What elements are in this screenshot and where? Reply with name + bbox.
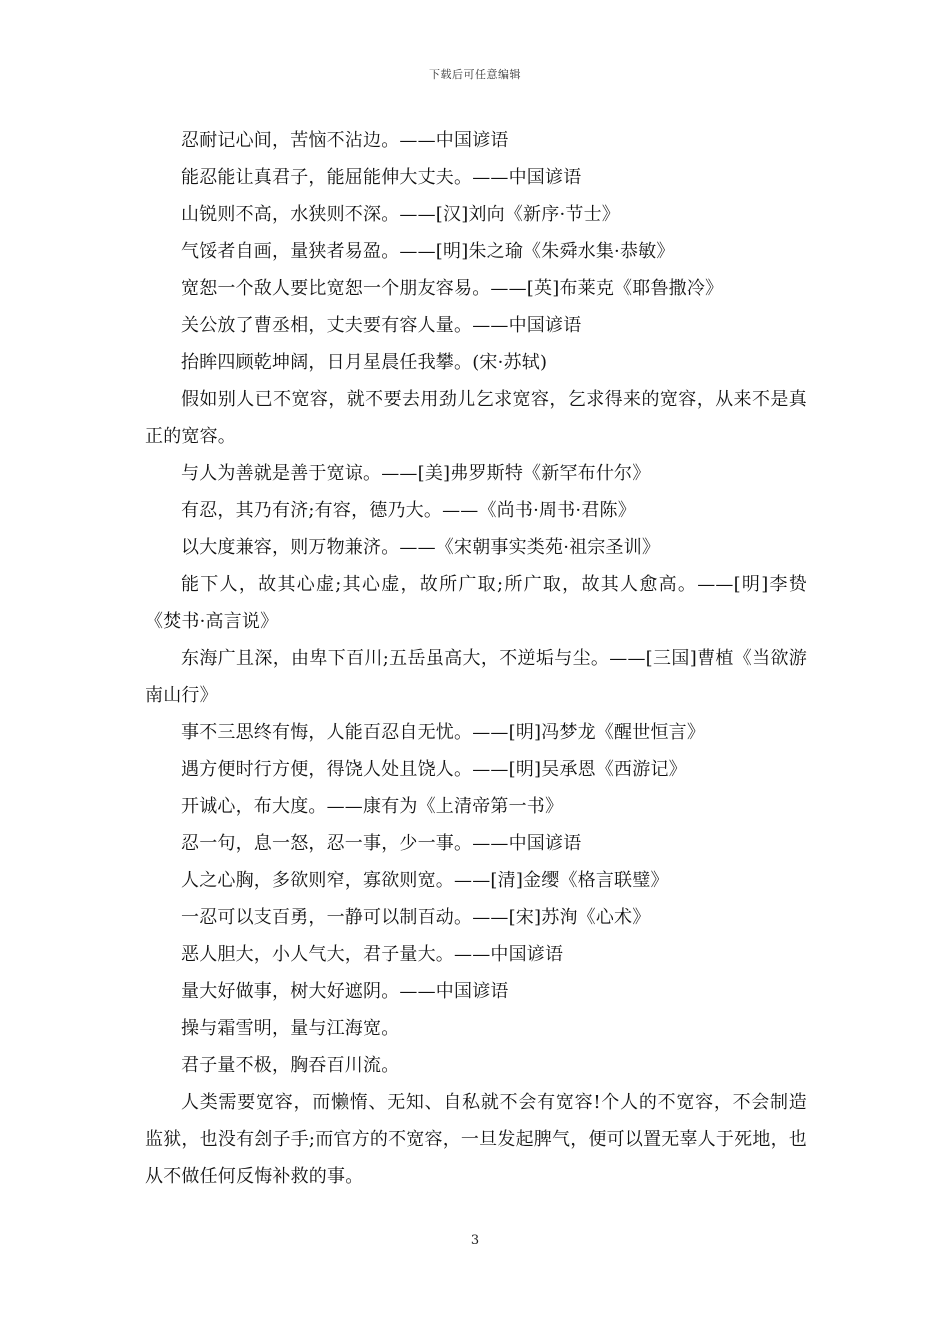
paragraph: 事不三思终有悔，人能百忍自无忧。——[明]冯梦龙《醒世恒言》: [181, 722, 706, 743]
paragraph: 气馁者自画，量狭者易盈。——[明]朱之瑜《朱舜水集·恭敏》: [181, 241, 675, 262]
paragraph: 君子量不极，胸吞百川流。: [181, 1055, 400, 1076]
paragraph: 以大度兼容，则万物兼济。——《宋朝事实类苑·祖宗圣训》: [181, 537, 661, 558]
paragraph: 一忍可以支百勇，一静可以制百动。——[宋]苏洵《心术》: [181, 907, 651, 928]
paragraph: 遇方便时行方便，得饶人处且饶人。——[明]吴承恩《西游记》: [181, 759, 687, 780]
paragraph: 恶人胆大，小人气大，君子量大。——中国谚语: [181, 944, 564, 965]
paragraph: 有忍，其乃有济;有容，德乃大。——《尚书·周书·君陈》: [181, 500, 636, 521]
paragraph: 人类需要宽容，而懒惰、无知、自私就不会有宽容!个人的不宽容，不会制造监狱，也没有刽子手;而官方的不宽容，一旦发起脾气，便可以置无辜人于死地，也从不做任何反悔补救的事。: [145, 1092, 807, 1187]
paragraph: 宽恕一个敌人要比宽恕一个朋友容易。——[英]布莱克《耶鲁撒冷》: [181, 278, 724, 299]
paragraph: 抬眸四顾乾坤阔，日月星晨任我攀。(宋·苏轼): [181, 352, 548, 373]
paragraph: 山锐则不高，水狭则不深。——[汉]刘向《新序·节士》: [181, 204, 620, 225]
paragraph: 操与霜雪明，量与江海宽。: [181, 1018, 400, 1039]
paragraph: 东海广且深，由卑下百川;五岳虽高大，不逆垢与尘。——[三国]曹植《当欲游南山行》: [145, 648, 807, 706]
paragraph: 开诚心，布大度。——康有为《上清帝第一书》: [181, 796, 564, 817]
page-number: 3: [470, 1233, 480, 1248]
paragraph: 忍一句，息一怒，忍一事，少一事。——中国谚语: [181, 833, 582, 854]
paragraph: 忍耐记心间，苦恼不沾边。——中国谚语: [181, 130, 509, 151]
paragraph: 人之心胸，多欲则窄，寡欲则宽。——[清]金缨《格言联璧》: [181, 870, 669, 891]
paragraph: 量大好做事，树大好遮阴。——中国谚语: [181, 981, 509, 1002]
paragraph: 关公放了曹丞相，丈夫要有容人量。——中国谚语: [181, 315, 582, 336]
paragraph: 假如别人已不宽容，就不要去用劲儿乞求宽容，乞求得来的宽容，从来不是真正的宽容。: [145, 389, 807, 447]
paragraph: 能忍能让真君子，能屈能伸大丈夫。——中国谚语: [181, 167, 582, 188]
paragraph: 与人为善就是善于宽谅。——[美]弗罗斯特《新罕布什尔》: [181, 463, 651, 484]
document-body: [145, 122, 807, 1195]
page-header: 下载后可任意编辑: [429, 68, 521, 81]
paragraph: 能下人，故其心虚;其心虚，故所广取;所广取，故其人愈高。——[明]李贽《焚书·高言说》: [145, 574, 807, 632]
